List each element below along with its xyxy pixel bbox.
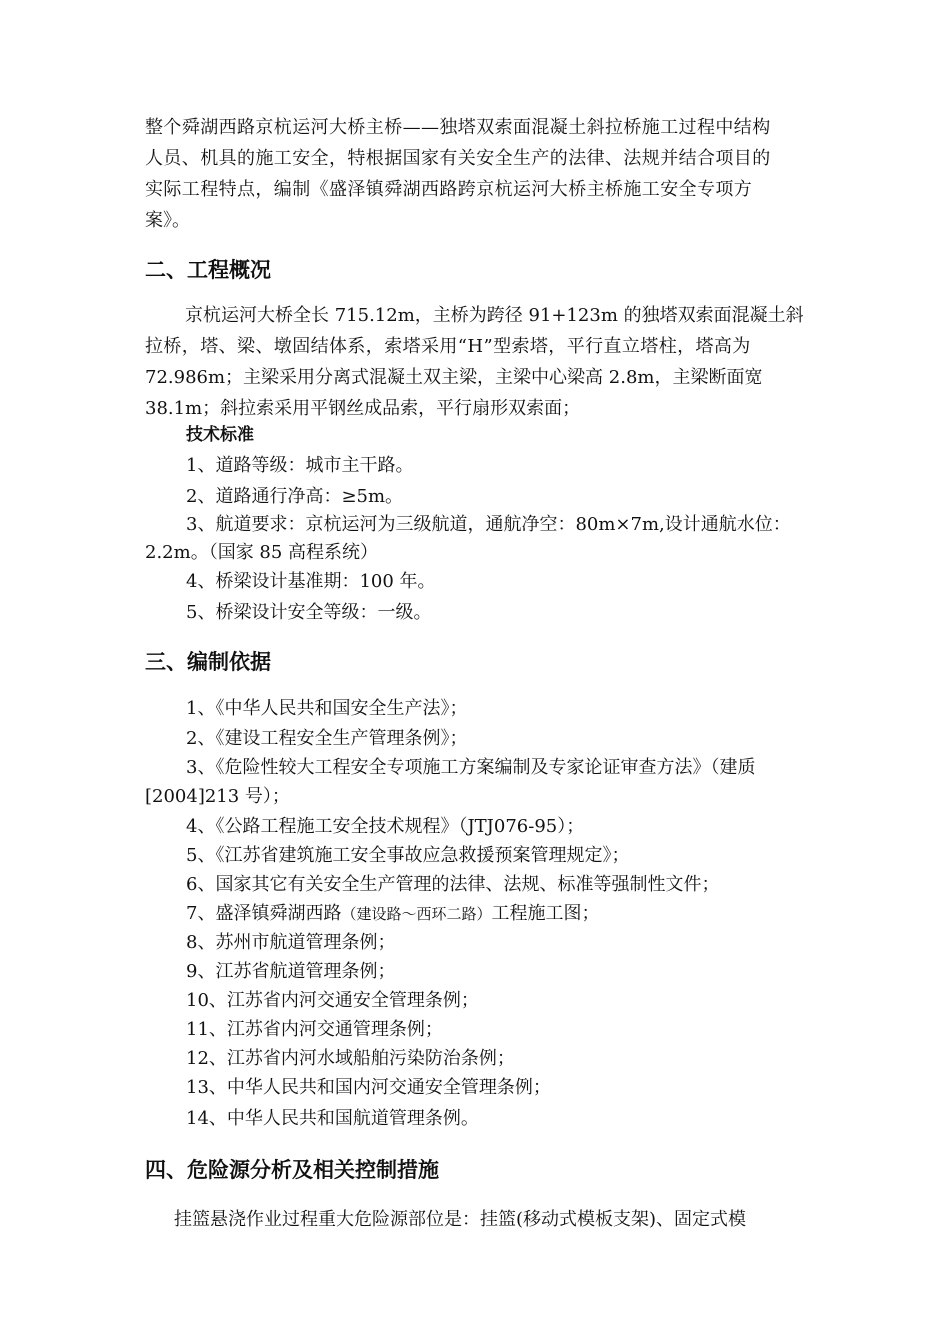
- standard-item-4: 4、桥梁设计基准期：100 年。: [186, 571, 436, 592]
- standard-item-2: 2、道路通行净高：≥5m。: [186, 486, 404, 507]
- basis-item-2: 2、《建设工程安全生产管理条例》；: [186, 728, 468, 749]
- hazard-line-1: 挂篮悬浇作业过程重大危险源部位是：挂篮(移动式模板支架)、固定式模: [174, 1209, 747, 1230]
- basis-item-5: 5、《江苏省建筑施工安全事故应急救援预案管理规定》；: [186, 845, 630, 866]
- intro-line-4: 案》。: [145, 210, 190, 231]
- basis-item-12: 12、江苏省内河水域船舶污染防治条例；: [186, 1048, 515, 1069]
- basis-item-6: 6、国家其它有关安全生产管理的法律、法规、标准等强制性文件；: [186, 874, 720, 895]
- basis-item-7-paren: （建设路～西环二路）: [341, 905, 492, 923]
- section-3-heading: 三、编制依据: [145, 650, 271, 674]
- basis-item-4: 4、《公路工程施工安全技术规程》（JTJ076-95）；: [186, 816, 585, 837]
- basis-item-7-suffix: 工程施工图；: [491, 903, 600, 924]
- basis-item-11: 11、江苏省内河交通管理条例；: [186, 1019, 443, 1040]
- overview-line-4: 38.1m；斜拉索采用平钢丝成品索，平行扇形双索面；: [145, 398, 581, 419]
- basis-item-3: 3、《危险性较大工程安全专项施工方案编制及专家论证审查方法》（建质: [186, 757, 756, 778]
- intro-line-1: 整个舜湖西路京杭运河大桥主桥——独塔双索面混凝土斜拉桥施工过程中结构: [145, 117, 771, 138]
- intro-line-3: 实际工程特点，编制《盛泽镇舜湖西路跨京杭运河大桥主桥施工安全专项方: [145, 179, 753, 200]
- standard-item-3-cont: 2.2m。（国家 85 高程系统）: [145, 542, 379, 563]
- basis-item-14: 14、中华人民共和国航道管理条例。: [186, 1108, 479, 1129]
- tech-standards-subheading: 技术标准: [186, 425, 254, 445]
- section-2-heading: 二、工程概况: [145, 258, 271, 282]
- standard-item-3: 3、航道要求：京杭运河为三级航道，通航净空：80m×7m,设计通航水位：: [186, 514, 791, 535]
- standard-item-1: 1、道路等级：城市主干路。: [186, 455, 414, 476]
- basis-item-9: 9、江苏省航道管理条例；: [186, 961, 396, 982]
- basis-item-7: [186, 898, 599, 930]
- section-4-heading: 四、危险源分析及相关控制措施: [145, 1158, 439, 1182]
- basis-item-8: 8、苏州市航道管理条例；: [186, 932, 396, 953]
- basis-item-3-cont: [2004]213 号）；: [145, 786, 290, 807]
- intro-line-2: 人员、机具的施工安全，特根据国家有关安全生产的法律、法规并结合项目的: [145, 148, 771, 169]
- overview-line-2: 拉桥，塔、梁、墩固结体系，索塔采用“H”型索塔，平行直立塔柱，塔高为: [145, 336, 751, 357]
- overview-line-1: 京杭运河大桥全长 715.12m，主桥为跨径 91+123m 的独塔双索面混凝土斜: [185, 305, 804, 326]
- basis-item-13: 13、中华人民共和国内河交通安全管理条例；: [186, 1077, 551, 1098]
- basis-item-7-prefix: 7、盛泽镇舜湖西路: [186, 903, 342, 924]
- standard-item-5: 5、桥梁设计安全等级：一级。: [186, 602, 432, 623]
- overview-line-3: 72.986m；主梁采用分离式混凝土双主梁，主梁中心梁高 2.8m，主梁断面宽: [145, 367, 763, 388]
- basis-item-10: 10、江苏省内河交通安全管理条例；: [186, 990, 479, 1011]
- basis-item-1: 1、《中华人民共和国安全生产法》；: [186, 698, 468, 719]
